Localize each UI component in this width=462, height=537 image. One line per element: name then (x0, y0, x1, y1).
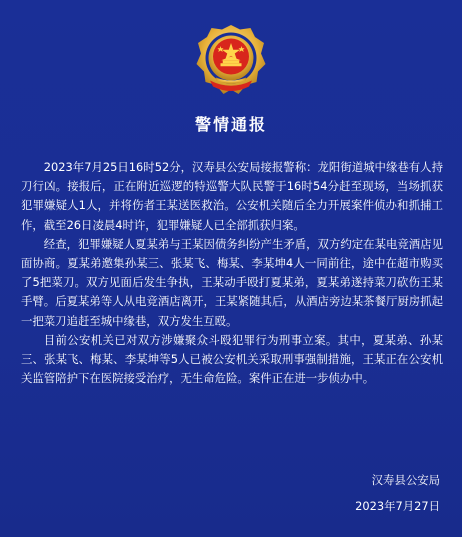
notice-paragraph: 经查，犯罪嫌疑人夏某弟与王某因债务纠纷产生矛盾，双方约定在某电竞酒店见面协商。夏某弟邀集孙某三、张某飞、梅某、李某坤4人一同前往，途中在超市购买了5把菜刀。双方见面后发生争执，王某动手殴打夏某弟，夏某弟遂持菜刀砍伤王某手臂。后夏某弟等人从电竞酒店离开，王某紧随其后，从酒店旁边某茶餐厅厨房抓起一把菜刀追赶至城中缘巷，双方发生互殴。 (21, 236, 443, 328)
notice-paragraph: 目前公安机关已对双方涉嫌聚众斗殴犯罪行为刑事立案。其中，夏某弟、孙某三、张某飞、梅某、李某坤等5人已被公安机关采取刑事强制措施，王某正在公安机关监管陪护下在医院接受治疗，无生命危险。案件正在进一步侦办中。 (21, 332, 443, 386)
signature-organization: 汉寿县公安局 (371, 473, 440, 487)
emblem-container (0, 22, 462, 100)
notice-title: 警情通报 (194, 115, 267, 134)
police-emblem-icon (193, 22, 269, 100)
notice-paragraph: 2023年7月25日16时52分，汉寿县公安局接报警称：龙阳街道城中缘巷有人持刀行凶。接报后，正在附近巡逻的特巡警大队民警于16时54分赶至现场，当场抓获犯罪嫌疑人1人，并将伤者王某送医救治。公安机关随后全力开展案件侦办和抓捕工作，截至26日凌晨4时许，犯罪嫌疑人已全部抓获归案。 (21, 160, 443, 232)
notice-body (21, 158, 443, 388)
signature-date: 2023年7月27日 (355, 499, 440, 513)
